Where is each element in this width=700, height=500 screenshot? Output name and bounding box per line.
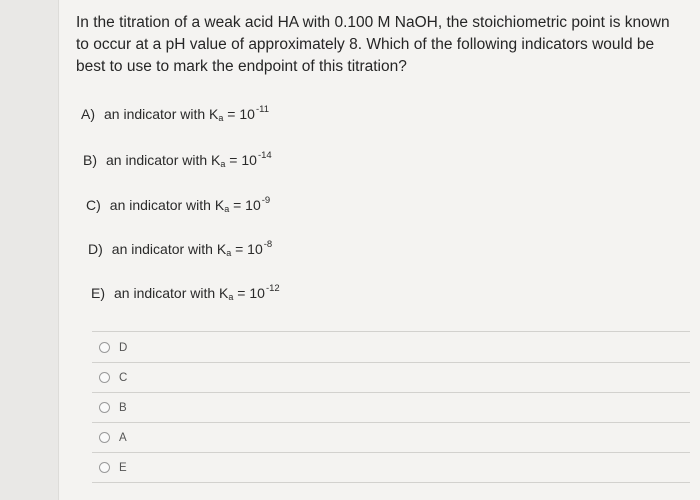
choice-a [81, 104, 269, 123]
choice-letter: E) [91, 285, 105, 301]
choice-letter: C) [86, 197, 101, 213]
choice-e [91, 283, 280, 302]
choice-equals: = 10 [231, 241, 263, 257]
choice-text: an indicator with K [109, 197, 225, 213]
answer-option-c[interactable] [94, 363, 689, 392]
choice-text: an indicator with K [106, 152, 221, 168]
answer-option-b[interactable] [94, 393, 689, 422]
question-card [58, 0, 700, 500]
radio-button[interactable] [99, 432, 110, 443]
radio-button[interactable] [99, 462, 110, 473]
answer-option-label[interactable]: B [119, 401, 127, 414]
choice-c [86, 195, 270, 214]
answer-option-label[interactable]: C [119, 371, 128, 384]
question-text: In the titration of a weak acid HA with 0.100 M NaOH, the stoichiometric point is known to occur at a pH value of approximately 8. Which of the following indicators would be best to use to mark the endpoint of this titration? [76, 14, 670, 75]
choice-equals: = 10 [225, 152, 257, 168]
choice-subscript: a [218, 113, 224, 123]
choice-subscript: a [228, 292, 234, 302]
choice-d [88, 239, 272, 258]
choice-equals: = 10 [223, 106, 255, 122]
choice-text: an indicator with K [114, 285, 229, 301]
choice-text: an indicator with K [111, 241, 227, 257]
radio-button[interactable] [99, 402, 110, 413]
answer-option-label[interactable]: D [119, 341, 128, 354]
choice-letter: A) [81, 106, 95, 122]
answer-option-label[interactable]: E [119, 461, 127, 474]
choice-letter: D) [88, 241, 103, 257]
divider [92, 331, 690, 332]
divider [92, 482, 690, 483]
choice-exponent: -12 [265, 283, 280, 294]
choice-equals: = 10 [229, 197, 261, 213]
choice-letter: B) [83, 152, 97, 168]
radio-button[interactable] [99, 342, 110, 353]
choice-equals: = 10 [233, 285, 265, 301]
choice-exponent: -8 [263, 239, 273, 250]
choice-subscript: a [224, 204, 230, 214]
choice-subscript: a [226, 248, 232, 258]
choice-exponent: -14 [257, 150, 272, 161]
choice-b [83, 150, 272, 169]
choice-exponent: -9 [261, 195, 271, 206]
choice-text: an indicator with K [104, 106, 219, 122]
answer-option-d[interactable] [94, 333, 689, 362]
answer-option-a[interactable] [94, 423, 689, 452]
answer-option-e[interactable] [94, 453, 689, 482]
choice-subscript: a [220, 159, 226, 169]
answer-option-label[interactable]: A [119, 431, 127, 444]
choice-exponent: -11 [255, 104, 269, 115]
radio-button[interactable] [99, 372, 110, 383]
